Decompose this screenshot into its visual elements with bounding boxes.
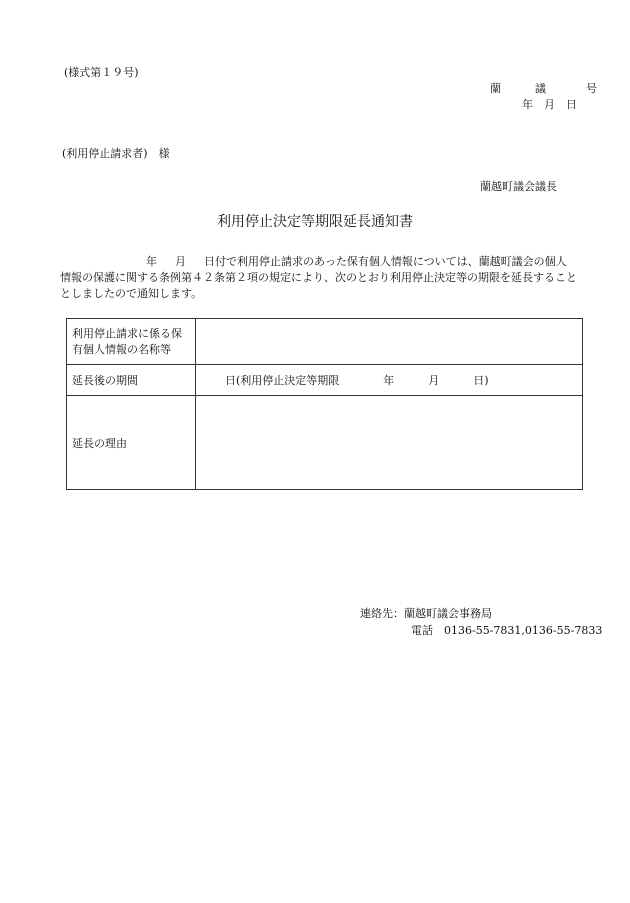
ext-month: 月 (428, 374, 440, 387)
phone-label: 電話 (411, 624, 433, 637)
info-name-label: 利用停止請求に係る保有個人情報の名称等 (67, 319, 196, 365)
contact-label: 連絡先：蘭越町議会事務局 (360, 607, 492, 620)
body-line-2: 情報の保護に関する条例第４２条第２項の規定により、次のとおり利用停止決定等の期限を延長すること (60, 271, 577, 284)
phone-numbers: 0136-55-7831,0136-55-7833 (444, 624, 603, 637)
issue-date-day: 日 (566, 98, 577, 111)
sender: 蘭越町議会議長 (480, 180, 557, 193)
ext-paren-open: (利用停止決定等期限 (236, 374, 340, 387)
extension-reason-label: 延長の理由 (67, 396, 196, 490)
info-name-value (196, 319, 583, 365)
table-row (67, 365, 583, 396)
table-row (67, 319, 583, 365)
body-line1-rest: 日付で利用停止請求のあった保有個人情報については、蘭越町議会の個人 (204, 255, 567, 268)
issue-date (522, 96, 577, 112)
extension-period-label: 延長後の期間 (67, 365, 196, 396)
doc-number-gi: 議 (535, 82, 546, 95)
issue-date-year: 年 (522, 98, 533, 111)
body-text (60, 254, 590, 302)
extension-reason-value (196, 396, 583, 490)
body-line-1 (60, 254, 590, 270)
body-year: 年 (146, 255, 157, 268)
table-row (67, 396, 583, 490)
body-month: 月 (175, 255, 186, 268)
ext-year: 年 (383, 374, 395, 387)
extension-period-value (196, 365, 583, 396)
document-number (490, 80, 597, 96)
body-line-3: としましたので通知します。 (60, 287, 203, 300)
extension-info-table (66, 318, 583, 490)
doc-number-ran: 蘭 (490, 82, 501, 95)
doc-number-go: 号 (586, 82, 597, 95)
contact-phone (411, 622, 602, 638)
issue-date-month: 月 (544, 98, 555, 111)
addressee: (利用停止請求者) 様 (62, 147, 170, 160)
ext-day: 日 (225, 374, 236, 387)
ext-day-end: 日) (473, 374, 489, 387)
form-number: (様式第１９号) (64, 66, 139, 79)
document-title: 利用停止決定等期限延長通知書 (217, 214, 413, 230)
